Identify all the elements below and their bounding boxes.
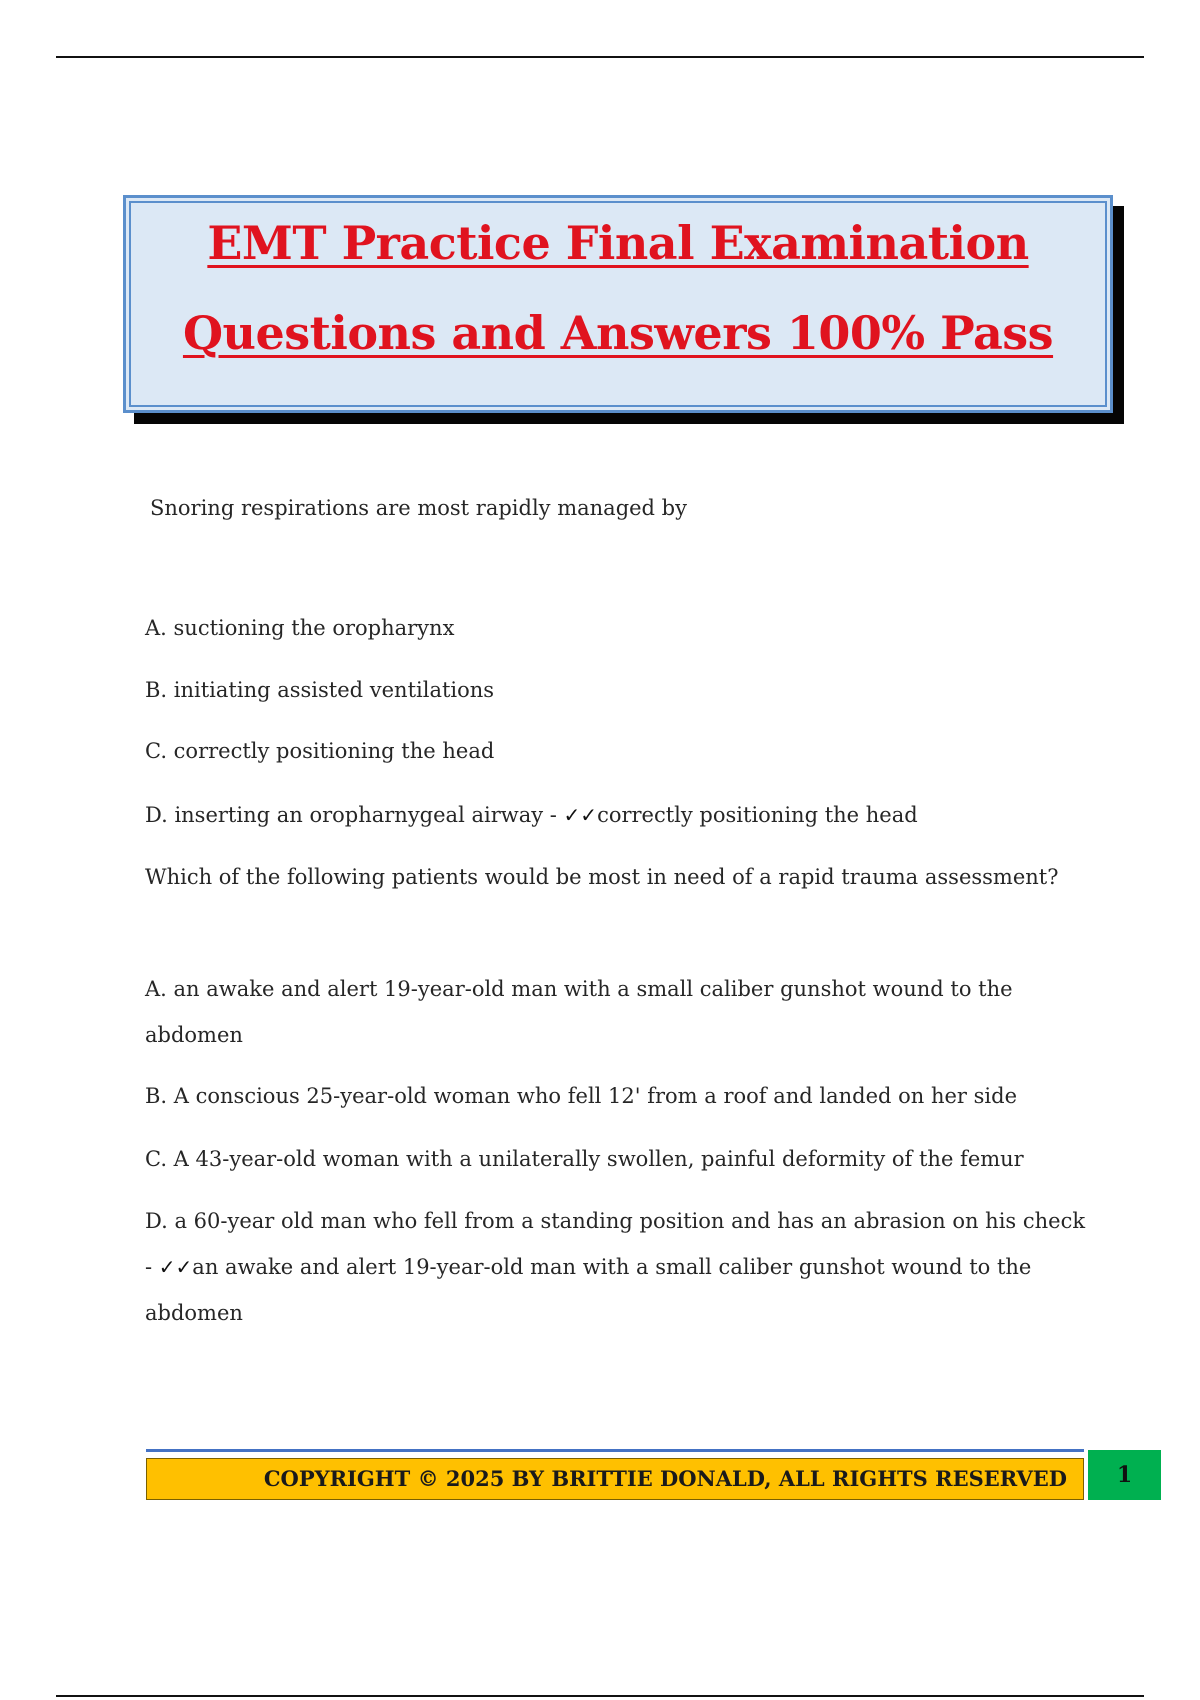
question-2-option-c: C. A 43-year-old woman with a unilaterally swollen, painful deformity of the femur — [145, 1147, 1024, 1171]
question-1-option-c: C. correctly positioning the head — [145, 739, 495, 763]
answer-check-icon: ✓✓ — [158, 1255, 193, 1279]
question-1-text: Snoring respirations are most rapidly managed by — [150, 496, 687, 520]
question-2-answer: an awake and alert 19-year-old man with a small caliber gunshot wound to the abdomen — [145, 1255, 1032, 1325]
copyright-bar: COPYRIGHT © 2025 BY BRITTIE DONALD, ALL RIGHTS RESERVED — [146, 1458, 1084, 1500]
question-2-text: Which of the following patients would be most in need of a rapid trauma assessment? — [145, 865, 1059, 889]
question-1-option-a: A. suctioning the oropharynx — [145, 616, 455, 640]
question-2-option-a: A. an awake and alert 19-year-old man with a small caliber gunshot wound to the abdomen — [145, 977, 1013, 1047]
question-2-option-d-with-answer — [145, 1198, 1090, 1336]
question-2-option-b: B. A conscious 25-year-old woman who fell 12' from a roof and landed on her side — [145, 1084, 1018, 1108]
document-title-line-1: EMT Practice Final Examination — [207, 216, 1029, 270]
question-1-option-d: D. inserting an oropharnygeal airway - — [145, 803, 564, 827]
page-number: 1 — [1088, 1450, 1161, 1500]
question-1-option-b: B. initiating assisted ventilations — [145, 678, 495, 702]
question-1-answer: correctly positioning the head — [597, 803, 918, 827]
footer-rule — [146, 1449, 1084, 1452]
bottom-rule — [56, 1695, 1144, 1697]
question-2-option-d: D. a 60-year old man who fell from a standing position and has an abrasion on his check - — [145, 1209, 1086, 1279]
answer-check-icon: ✓✓ — [563, 803, 598, 827]
question-1-option-d-with-answer — [145, 803, 1105, 827]
document-title-line-2: Questions and Answers 100% Pass — [182, 306, 1054, 360]
top-rule — [56, 56, 1144, 58]
title-box — [123, 195, 1113, 413]
